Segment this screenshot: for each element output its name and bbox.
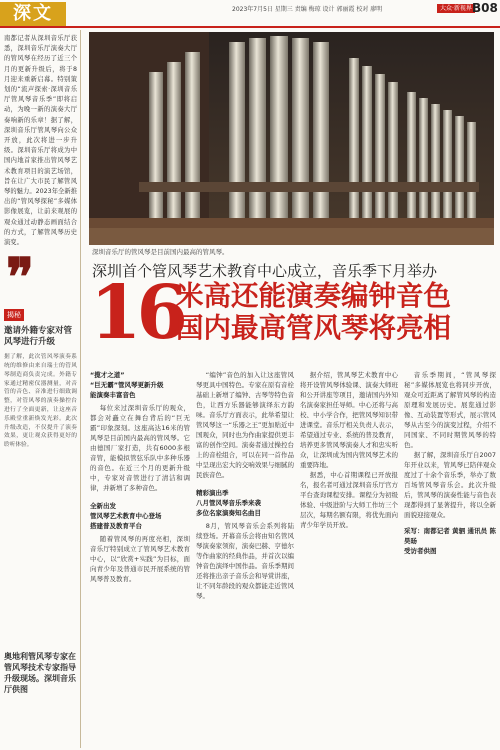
header-rule <box>0 26 500 28</box>
sidebar-section-label: 揭秘 <box>4 309 24 321</box>
sidebar <box>4 34 77 746</box>
page-header <box>0 0 500 26</box>
headline-line-2: 国内最高管风琴将亮相 <box>176 312 451 344</box>
article-column-1 <box>90 370 190 584</box>
sidebar-photo-caption: 奥地利管风琴专家在管风琴技术专家指导升级现场。深圳音乐厅供图 <box>4 652 76 694</box>
sidebar-section-body: 据了解，此次管风琴演奏系统的维修由来自瑞士的管风琴制造商负责完成。外籍专家通过精密仪器测量，对音管的音色、音准进行细致调整，对管风琴的演奏操控台进行了全面更新，让这座音乐殿堂重新焕发光彩。此次升级改造，不仅提升了演奏效果，更让观众获得更好的聆听体验。 <box>4 354 77 449</box>
sidebar-section-heading: 邀请外籍专家对管风琴进行升级 <box>4 326 73 348</box>
body-paragraph: 8月，管风琴音乐会系列将陆续登场。开幕音乐会将由知名管风琴演奏家领衔，演奏巴赫、亨德尔等作曲家的经典作品，并首次以编钟音色演绎中国作品。音乐季期间还将推出亲子音乐会和导赏讲座，让不同年龄段的观众都能走近管风琴。 <box>196 522 294 600</box>
section-badge: 大众·新视界 <box>437 4 475 13</box>
article-column-3 <box>300 370 398 530</box>
sidebar-lead-text: 南都记者从深圳音乐厅获悉，深圳音乐厅演奏大厅的管风琴在经历了近三个月的更新升级后，将于8月迎来重新启幕。特别策划的“流声探索·深圳音乐厅管风琴音乐季”即将启动，为晚一新的演奏大厅奏响新的乐章！据了解，深圳音乐厅管风琴向公众开放，此次将进一步升级。深圳音乐厅将成为中国内地首家推出管风琴艺术教育项目的演艺场馆，旨在让广大市民了解管风琴的魅力。2023年全新推出的“管风琴探秘”多媒体影像展览，让前来观展的观众通过动静态画面结合的方式，了解管风琴历史演变。 <box>4 35 77 247</box>
headline-line-1: 米高还能演奏编钟音色 <box>176 280 451 312</box>
quote-mark-icon: ❞ <box>6 247 34 309</box>
body-paragraph: 音乐季期间，“管风琴探秘”多媒体展览也将同步开放，观众可近距离了解管风琴的构造原理和发展历史。展览通过影像、互动装置等形式，展示管风琴从古至今的演变过程，介绍不同国家、不同时期管风琴的特色。 <box>404 371 496 449</box>
subhead-1: “揽才之道” “巨无霸”管风琴更新升级 能演奏丰富音色 <box>90 371 164 399</box>
body-paragraph: 据悉，中心首期课程已开放报名，报名者可通过深圳音乐厅官方平台查询课程安排。课程分为初级体验、中级进阶与大师工作坊三个层次，每期名额有限，将优先面向青少年学员开放。 <box>300 471 398 529</box>
page-number: B08 <box>472 1 498 15</box>
headline-kicker: 深圳首个管风琴艺术教育中心成立，音乐季下月举办 <box>92 262 438 280</box>
main-headline <box>176 280 451 344</box>
photo-caption: 深圳音乐厅的管风琴是目前国内最高的管风琴。 <box>92 248 229 256</box>
byline: 采写：南都记者 黄驷 通讯员 陈昊旸 受访者供图 <box>404 527 496 555</box>
article-column-4 <box>404 370 496 556</box>
body-paragraph: 每位来过深圳音乐厅的观众，都会对矗立在舞台背后的“巨无霸”印象深刻。这座高达16米的管风琴是目前国内最高的管风琴。它由德国厂家打造，共有6000多根音管，能模拟管弦乐队中多种乐器的音色。在近三个月的更新升级中，专家对音管进行了清洁和调律，并新增了多种音色。 <box>90 404 190 492</box>
subhead-3: 精彩演出季 八月管风琴音乐季来袭 多位名家演奏知名曲目 <box>196 489 261 517</box>
organ-photo <box>89 32 494 245</box>
dateline: 2023年7月5日 星期三 责编 梅琼 设计 郭丽霞 校对 廖明 <box>232 6 383 13</box>
subhead-2: 全新出发 管风琴艺术教育中心登场 搭建普及教育平台 <box>90 502 162 530</box>
column-divider <box>80 30 81 748</box>
section-tab: 深文 <box>0 2 66 26</box>
headline-number: 16 <box>90 270 183 356</box>
article-column-2 <box>196 370 294 601</box>
body-paragraph: 据介绍，管风琴艺术教育中心将开设管风琴体验课、演奏大师班和公开讲座等项目，邀请国内外知名演奏家担任导师。中心还将与高校、中小学合作，把管风琴知识带进课堂。音乐厅相关负责人表示，希望通过专业、系统的普及教育，培养更多管风琴演奏人才和忠实听众，让深圳成为国内管风琴艺术的重要阵地。 <box>300 371 398 469</box>
body-paragraph: “编钟”音色的加入让这座管风琴更具中国特色。专家在原有音栓基础上新增了编钟、古琴等特色音色，让西方乐器能够演绎东方韵味。音乐厅方面表示，此举希望让管风琴这一“乐器之王”更加贴近中国观众，同时也为作曲家提供更丰富的创作空间。演奏者通过操控台上的音栓组合，可以在同一首作品中呈现出宏大的交响效果与细腻的民族音色。 <box>196 371 294 479</box>
body-paragraph: 随着管风琴的再度亮相，深圳音乐厅特别成立了管风琴艺术教育中心，以“欣赏+实践”为目标，面向青少年及普通市民开展系统的管风琴普及教育。 <box>90 535 190 583</box>
body-paragraph: 据了解，深圳音乐厅自2007年开业以来，管风琴已陪伴观众度过了十余个音乐季，举办了数百场管风琴音乐会。此次升级后，管风琴的演奏性能与音色表现都得到了显著提升，将以全新面貌迎接观众。 <box>404 451 496 519</box>
